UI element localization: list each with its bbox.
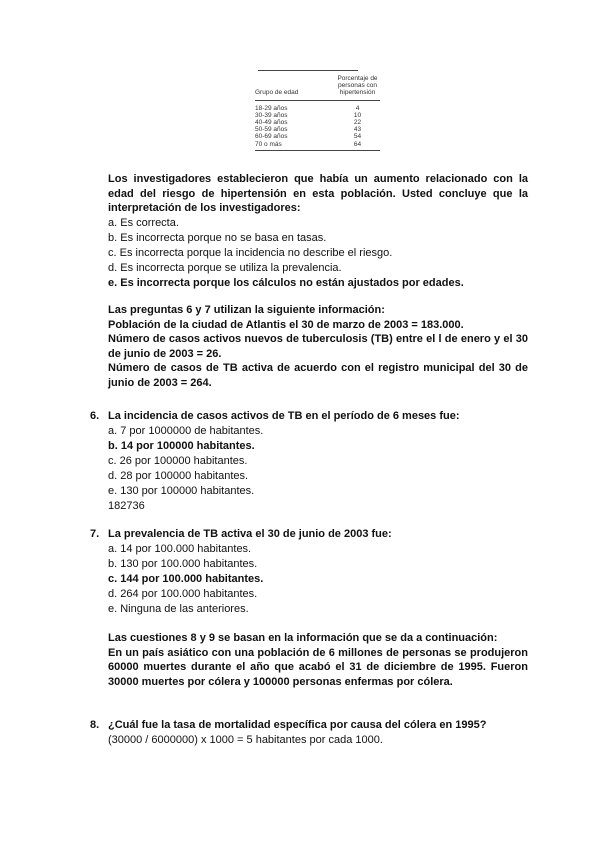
info-6-7-intro: Las preguntas 6 y 7 utilizan la siguiente información:	[108, 304, 385, 316]
table-row: 30-39 años 10	[255, 111, 362, 119]
handwritten-note: 182736	[108, 499, 145, 512]
question-8-answer: (30000 / 6000000) x 1000 = 5 habitantes por cada 1000.	[108, 733, 383, 746]
option-b-correct: b. 14 por 100000 habitantes.	[108, 439, 255, 452]
option-c-correct: c. 144 por 100.000 habitantes.	[108, 572, 264, 585]
option-d: d. 28 por 100000 habitantes.	[108, 469, 249, 482]
table-row: 70 o más 64	[255, 140, 362, 148]
info-8-9	[108, 631, 528, 689]
option-b: b. 130 por 100.000 habitantes.	[108, 557, 258, 570]
option-d: d. Es incorrecta porque se utiliza la prevalencia.	[108, 261, 342, 274]
question-5-stem: Los investigadores establecieron que había un aumento relacionado con la edad del riesgo de hipertensión en esta población. Usted concluye que la interpretación de los investigadores:	[108, 173, 528, 214]
question-8-stem: ¿Cuál fue la tasa de mortalidad específica por causa del cólera en 1995?	[108, 719, 487, 731]
question-5	[108, 172, 528, 291]
table-top-rule	[258, 70, 358, 71]
info-6-7-line2: Número de casos activos nuevos de tuberculosis (TB) entre el l de enero y el 30 de junio de 2003 = 26.	[108, 333, 528, 360]
table-header-age: Grupo de edad	[255, 89, 299, 96]
question-7-number: 7.	[90, 528, 100, 540]
table-header-pct: Porcentaje de personas con hipertensión	[337, 75, 378, 97]
question-8-number: 8.	[90, 719, 100, 731]
table-row: 40-49 años 22	[255, 119, 362, 127]
table-row: 18-29 años 4	[255, 104, 360, 112]
option-a: a. Es correcta.	[108, 216, 179, 229]
info-6-7-line3: Número de casos de TB activa de acuerdo con el registro municipal del 30 de junio de 2003 = 264.	[108, 362, 528, 389]
option-c: c. Es incorrecta porque la incidencia no describe el riesgo.	[108, 246, 393, 259]
question-8	[90, 718, 528, 748]
question-6-number: 6.	[90, 410, 100, 422]
table-row: 60-69 años 54	[255, 133, 362, 141]
table-bottom-rule	[255, 150, 380, 151]
hypertension-table	[255, 70, 380, 151]
question-6-stem: La incidencia de casos activos de TB en el período de 6 meses fue:	[108, 410, 460, 422]
option-e: e. Ninguna de las anteriores.	[108, 602, 249, 615]
option-c: c. 26 por 100000 habitantes.	[108, 454, 248, 467]
option-b: b. Es incorrecta porque no se basa en tasas.	[108, 231, 327, 244]
info-8-9-intro: Las cuestiones 8 y 9 se basan en la información que se da a continuación:	[108, 632, 498, 644]
option-d: d. 264 por 100.000 habitantes.	[108, 587, 258, 600]
option-a: a. 7 por 1000000 de habitantes.	[108, 424, 264, 437]
option-e-correct: e. Es incorrecta porque los cálculos no están ajustados por edades.	[108, 276, 464, 289]
table-row: 50-59 años 43	[255, 126, 362, 134]
info-6-7-line1: Población de la ciudad de Atlantis el 30 de marzo de 2003 = 183.000.	[108, 318, 464, 331]
option-e: e. 130 por 100000 habitantes.	[108, 484, 255, 497]
table-header-rule	[255, 100, 380, 101]
question-6	[90, 409, 528, 514]
question-7-stem: La prevalencia de TB activa el 30 de junio de 2003 fue:	[108, 528, 392, 540]
info-8-9-text: En un país asiático con una población de 6 millones de personas se produjeron 60000 muertes durante el año que acabó el 31 de diciembre de 1995. Fueron 30000 muertes por cólera y 100000 personas enfermas por cólera.	[108, 646, 528, 688]
info-6-7	[108, 303, 528, 390]
question-7	[90, 527, 528, 617]
option-a: a. 14 por 100.000 habitantes.	[108, 542, 252, 555]
